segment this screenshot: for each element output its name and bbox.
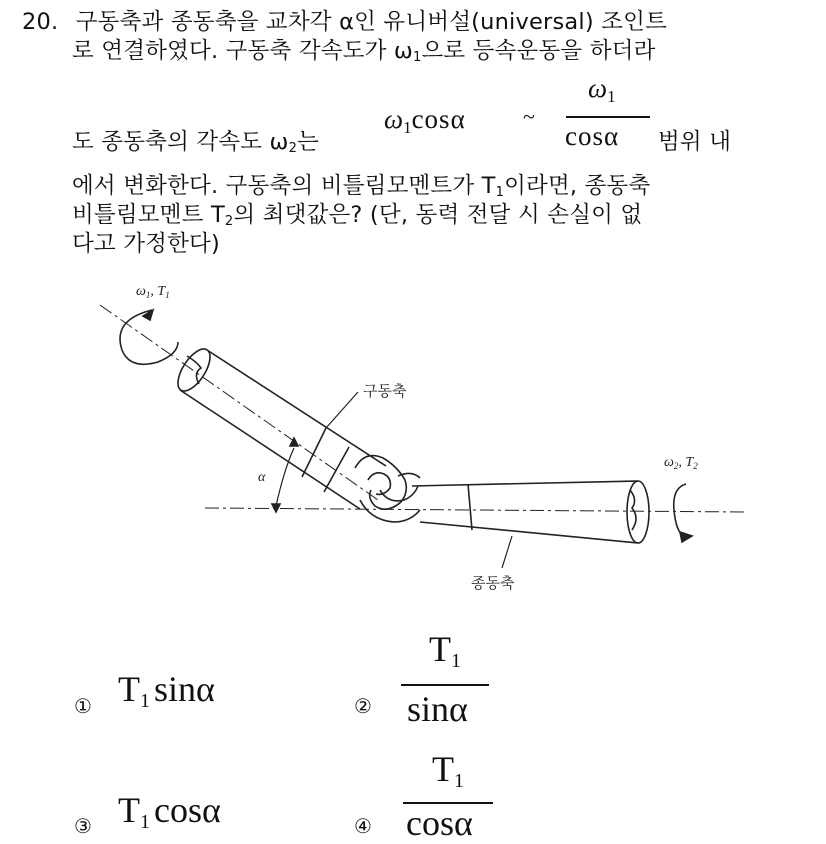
formula-omega: ω xyxy=(384,104,404,134)
question-text-4-end: 이라면, 종동축 xyxy=(504,173,651,199)
driven-shaft-label: 종동축 xyxy=(471,574,515,592)
choice-formula xyxy=(118,789,221,831)
input-torque: T xyxy=(157,284,166,299)
question-text-3: 도 종동축의 각속도 ω xyxy=(72,129,289,155)
output-omega-sub: 2 xyxy=(673,461,679,471)
question-number: 20. xyxy=(22,9,59,35)
joint-yoke xyxy=(355,456,420,522)
question-text-3-mid: 는 xyxy=(297,129,319,155)
output-comma: , xyxy=(678,455,682,470)
input-label xyxy=(136,284,170,300)
choice-t-sub: 1 xyxy=(454,770,464,792)
choice-t: T xyxy=(118,669,140,709)
output-torque: T xyxy=(685,455,694,470)
t-subscript: 2 xyxy=(224,214,234,229)
driven-shaft-centerline xyxy=(205,508,745,512)
choice-denominator: cosα xyxy=(406,803,473,843)
driven-shaft xyxy=(412,481,649,543)
driving-leader-line xyxy=(326,392,358,428)
alpha-label: α xyxy=(258,470,266,485)
choice-t: T xyxy=(429,629,451,669)
alpha-angle-arc xyxy=(272,438,298,512)
choice-t-sub: 1 xyxy=(140,811,150,833)
choice-t: T xyxy=(432,749,454,789)
input-comma: , xyxy=(150,284,154,299)
question-line-6: 다고 가정한다) xyxy=(72,231,220,257)
question-line-3-end: 범위 내 xyxy=(658,129,732,155)
input-rotation-arrow xyxy=(120,310,178,364)
choice-marker: ① xyxy=(74,694,92,718)
driving-shaft xyxy=(172,344,386,509)
question-text-5: 비틀림모멘트 T xyxy=(72,202,225,228)
choice-marker: ③ xyxy=(74,814,92,838)
choice-marker: ④ xyxy=(354,814,372,838)
choice-func: sinα xyxy=(154,669,215,709)
choice-marker: ② xyxy=(354,694,372,718)
choice-t-sub: 1 xyxy=(140,690,150,712)
formula-right-denominator: cosα xyxy=(565,121,620,151)
choice-fraction-bar xyxy=(401,684,489,686)
input-omega: ω xyxy=(136,284,146,299)
output-rotation-arrow xyxy=(674,484,692,542)
omega-subscript: 1 xyxy=(412,50,422,65)
choice-func: cosα xyxy=(154,790,221,830)
question-text-1: 구동축과 종동축을 교차각 α인 유니버설(universal) 조인트 xyxy=(75,9,668,35)
formula-tilde: ~ xyxy=(523,104,535,129)
formula-omega: ω xyxy=(588,73,608,103)
input-omega-sub: 1 xyxy=(145,290,151,300)
choice-formula xyxy=(118,668,215,710)
driving-shaft-label: 구동축 xyxy=(363,382,407,400)
choice-denominator: sinα xyxy=(407,689,468,729)
question-text-2: 로 연결하였다. 구동축 각속도가 ω xyxy=(72,38,413,64)
output-omega: ω xyxy=(664,455,674,470)
output-label xyxy=(664,455,698,471)
input-torque-sub: 1 xyxy=(165,290,170,300)
formula-cos: cosα xyxy=(411,104,466,134)
omega-subscript: 2 xyxy=(288,141,298,156)
question-text-2-end: 으로 등속운동을 하더라 xyxy=(421,38,656,64)
driven-leader-line xyxy=(502,536,512,568)
choice-t: T xyxy=(118,790,140,830)
output-torque-sub: 2 xyxy=(693,461,698,471)
question-text-5-end: 의 최댓값은? (단, 동력 전달 시 손실이 없 xyxy=(233,202,643,228)
formula-omega-sub: 1 xyxy=(607,87,616,106)
formula-omega-sub: 1 xyxy=(403,118,412,137)
choice-numerator xyxy=(432,748,464,790)
t-subscript: 1 xyxy=(495,185,505,200)
question-text-4: 에서 변화한다. 구동축의 비틀림모멘트가 T xyxy=(72,173,496,199)
choice-numerator xyxy=(429,628,461,670)
choice-t-sub: 1 xyxy=(451,650,461,672)
